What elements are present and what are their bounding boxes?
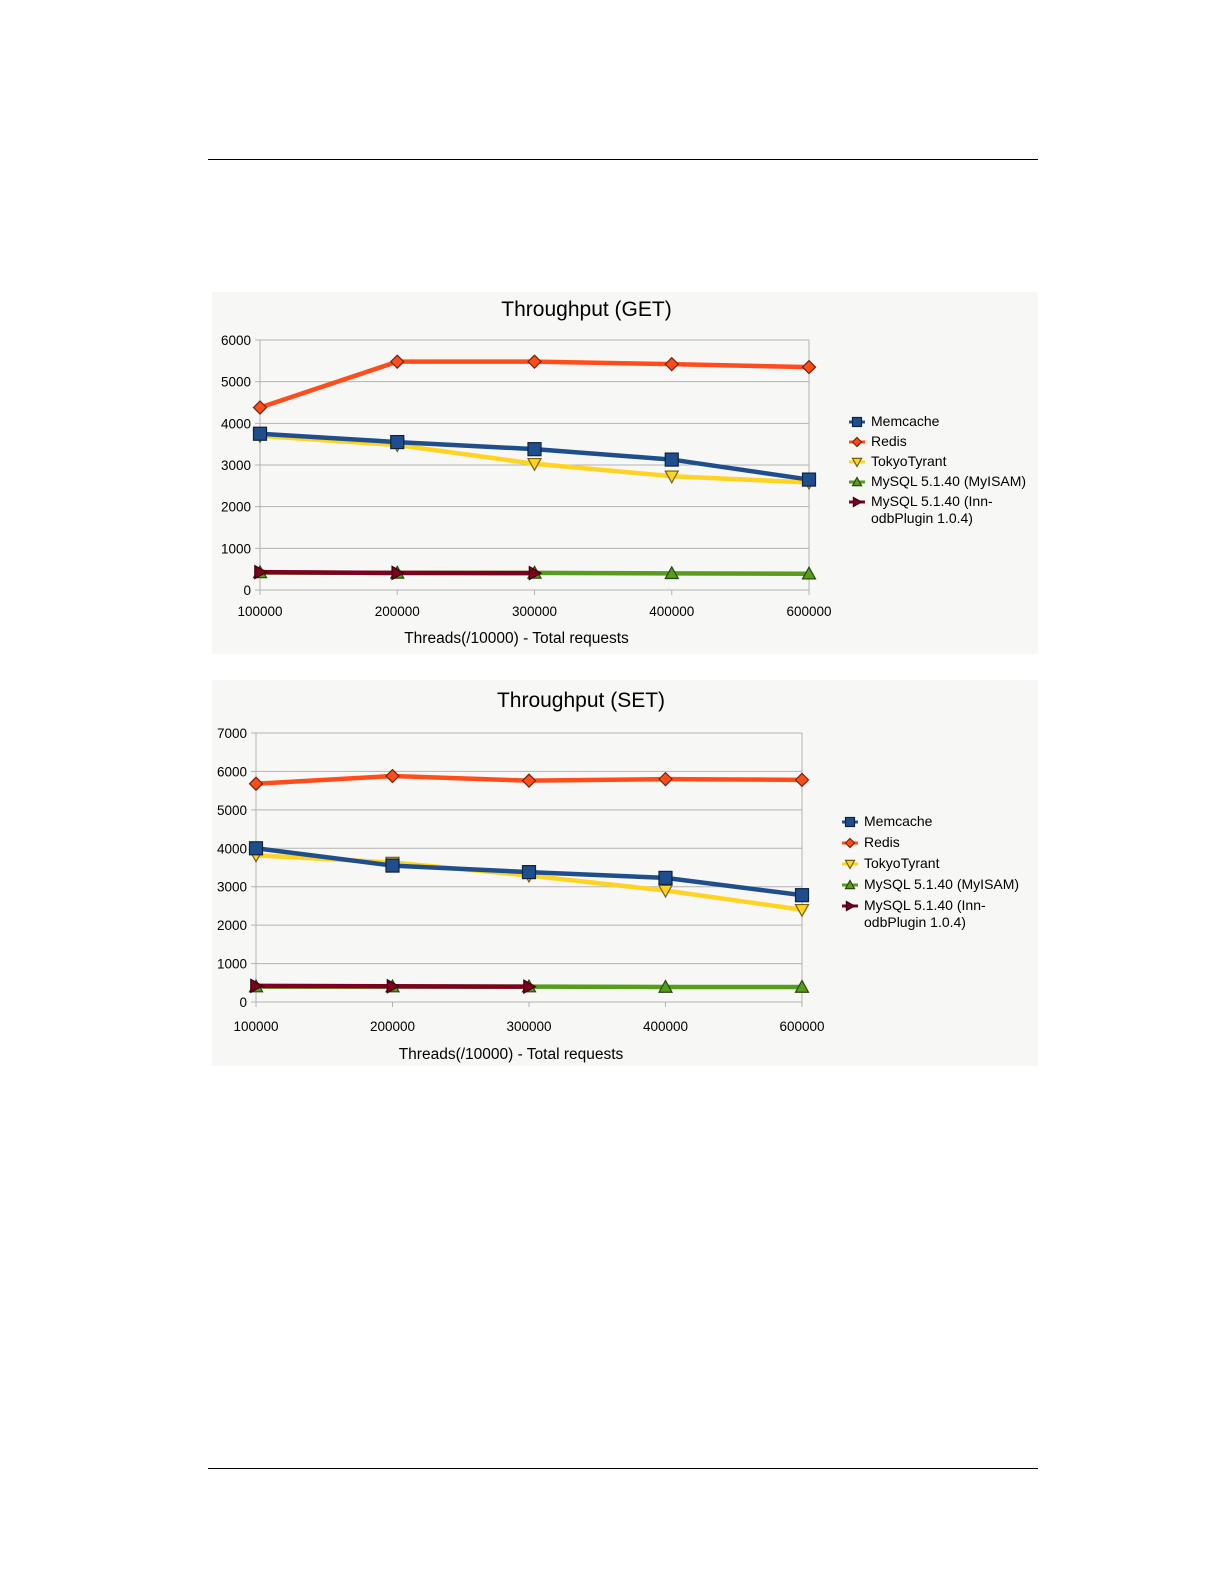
x-tick-label: 600000: [786, 604, 832, 619]
x-tick-label: 100000: [233, 1019, 279, 1034]
x-tick-label: 200000: [369, 1019, 416, 1034]
data-point: [528, 443, 541, 456]
y-tick-label: 7000: [216, 726, 247, 741]
legend-label: Redis: [871, 433, 907, 449]
data-point: [803, 473, 816, 486]
y-tick-label: 1000: [216, 956, 247, 972]
y-tick-label: 2000: [220, 499, 251, 515]
data-point: [528, 355, 541, 368]
x-tick-label: 400000: [649, 604, 695, 619]
y-tick-label: 6000: [220, 333, 251, 348]
x-axis-label: Threads(/10000) - Total requests: [398, 1046, 624, 1063]
y-tick-label: 5000: [216, 802, 247, 818]
chart-get-svg: [212, 292, 1038, 654]
data-point: [796, 773, 809, 786]
x-tick-label: 300000: [511, 604, 558, 619]
series-memcache: [260, 434, 809, 480]
legend-label: MySQL 5.1.40 (Inn-: [871, 493, 993, 509]
header-rule: [208, 159, 1038, 160]
legend-label: odbPlugin 1.0.4): [871, 510, 973, 526]
y-tick-label: 3000: [216, 879, 247, 895]
legend-label: Memcache: [864, 813, 933, 829]
data-point: [386, 859, 399, 872]
legend-marker: [853, 498, 861, 507]
data-point: [665, 453, 678, 466]
legend-label: MySQL 5.1.40 (MyISAM): [871, 473, 1027, 489]
legend-label: TokyoTyrant: [864, 855, 940, 871]
y-tick-label: 4000: [220, 416, 251, 432]
chart-title: Throughput (GET): [501, 298, 672, 321]
chart-set: [212, 680, 1038, 1066]
data-point: [665, 358, 678, 371]
chart-set-svg: [212, 680, 1038, 1066]
data-point: [391, 355, 404, 368]
x-tick-label: 400000: [642, 1019, 689, 1034]
data-point: [659, 871, 672, 884]
data-point: [523, 866, 536, 879]
legend-marker: [846, 818, 855, 827]
data-point: [254, 427, 267, 440]
y-tick-label: 2000: [216, 918, 247, 934]
chart-get: [212, 292, 1038, 654]
y-tick-label: 0: [239, 995, 247, 1010]
y-tick-label: 1000: [220, 541, 251, 557]
series-markers-memcache: [250, 842, 809, 902]
y-tick-label: 0: [243, 583, 251, 598]
legend-marker: [846, 839, 855, 848]
data-point: [523, 774, 536, 787]
legend-label: MySQL 5.1.40 (Inn-: [864, 897, 986, 913]
y-tick-label: 3000: [220, 458, 251, 473]
footer-rule: [208, 1468, 1038, 1469]
legend-label: odbPlugin 1.0.4): [864, 914, 966, 930]
legend-label: TokyoTyrant: [871, 453, 947, 469]
x-tick-label: 100000: [237, 604, 283, 619]
legend-marker: [853, 418, 862, 427]
y-tick-label: 5000: [220, 374, 251, 390]
data-point: [250, 777, 263, 790]
data-point: [250, 842, 263, 855]
data-point: [803, 361, 816, 374]
data-point: [391, 436, 404, 449]
x-tick-label: 300000: [506, 1019, 552, 1034]
data-point: [659, 773, 672, 786]
x-axis-label: Threads(/10000) - Total requests: [404, 630, 629, 647]
legend-marker: [846, 902, 854, 911]
chart-title: Throughput (SET): [496, 689, 666, 712]
legend-marker: [853, 438, 862, 447]
y-tick-label: 6000: [216, 764, 247, 780]
x-tick-label: 600000: [779, 1019, 825, 1034]
legend-label: MySQL 5.1.40 (MyISAM): [864, 876, 1020, 892]
legend: [842, 813, 1019, 930]
legend-label: Memcache: [871, 413, 940, 429]
x-tick-label: 200000: [374, 604, 420, 619]
data-point: [254, 401, 267, 414]
y-tick-label: 4000: [216, 841, 247, 857]
data-point: [796, 889, 809, 902]
legend-label: Redis: [864, 834, 900, 850]
series-line: [260, 434, 809, 480]
legend: [849, 413, 1026, 526]
